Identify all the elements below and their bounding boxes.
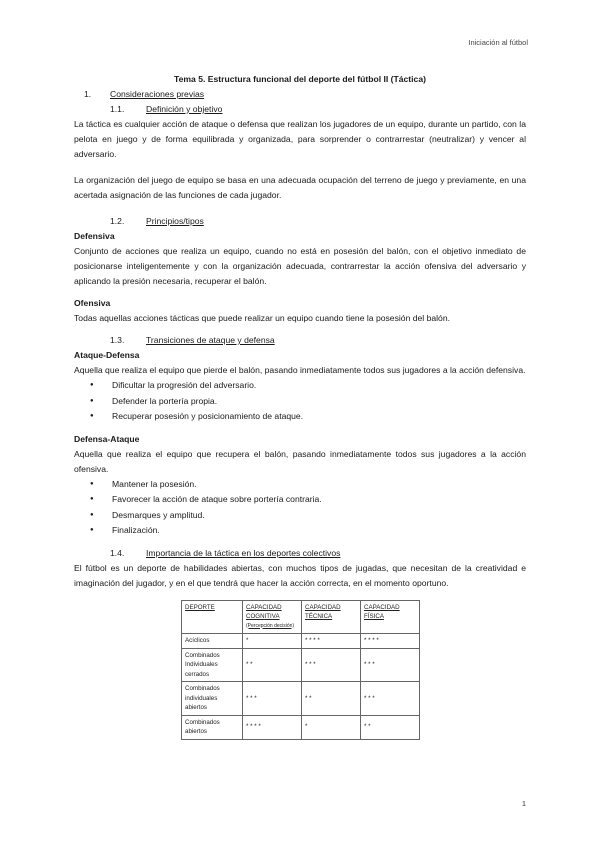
cognitiva-cell: *: [243, 634, 302, 649]
subsection-heading-1-4: [74, 546, 526, 561]
list-item: ● Favorecer la acción de ataque sobre portería contraria.: [74, 492, 526, 508]
tecnica-cell: * * *: [302, 648, 361, 682]
subsection-label: Transiciones de ataque y defensa: [146, 335, 275, 345]
paragraph-ataque-defensa: Aquella que realiza el equipo que pierde el balón, pasando inmediatamente todos sus jugadores a la acción defensiva.: [74, 365, 526, 375]
defensa-ataque-list: [74, 477, 526, 539]
ataque-defensa-list: [74, 378, 526, 425]
table-row: [182, 634, 420, 649]
header-fisica-line1: CAPACIDAD: [364, 603, 400, 611]
deporte-cell-line: Combinados: [185, 685, 220, 692]
header-cognitiva-note: (Percepción decisión): [246, 622, 295, 629]
paragraph-organization: La organización del juego de equipo se basa en una adecuada ocupación del terreno de juego y previamente, en una acertada asignación de las funciones de cada jugador.: [74, 175, 526, 200]
defensa-ataque-heading: Defensa-Ataque: [74, 433, 140, 444]
table-header-row: [182, 600, 420, 634]
table-row: [182, 682, 420, 716]
paragraph-defensa-ataque: Aquella que realiza el equipo que recupera el balón, pasando inmediatamente todos sus jugadores a la acción ofensiva.: [74, 448, 526, 474]
section-number: 1.: [84, 89, 92, 99]
subsection-number: 1.1.: [110, 104, 125, 114]
header-cognitiva-line1: CAPACIDAD: [246, 603, 282, 611]
deporte-cell-line: individuales: [185, 694, 218, 702]
document-title: Tema 5. Estructura funcional del deporte del fútbol II (Táctica): [174, 74, 426, 84]
subsection-heading-1-2: [74, 214, 526, 229]
subsection-number: 1.2.: [110, 216, 125, 226]
tecnica-cell: * * * *: [302, 634, 361, 649]
section-label: Consideraciones previas: [110, 89, 205, 99]
paragraph-defensiva: Conjunto de acciones que realiza un equipo, cuando no está en posesión del balón, con el objetivo inmediato de posicionarse inteligentemente y con la organización adecuada, contrarrestar la acción ofensiva del adversario y aplicando la presión necesaria, recuperar el balón.: [74, 246, 526, 286]
paragraph-ofensiva: Todas aquellas acciones tácticas que puede realizar un equipo cuando tiene la posesión del balón.: [74, 313, 451, 323]
subsection-heading-1-1: [74, 102, 526, 117]
document-body: [74, 72, 526, 740]
header-deporte: DEPORTE: [185, 603, 215, 611]
list-item: ● Defender la portería propia.: [74, 394, 526, 410]
fisica-cell: * * *: [361, 648, 420, 682]
subsection-label: Importancia de la táctica en los deportes colectivos: [146, 547, 341, 558]
tecnica-cell: * *: [302, 682, 361, 716]
ofensiva-heading: Ofensiva: [74, 298, 111, 308]
header-tecnica-line2: TÉCNICA: [305, 613, 333, 620]
deporte-cell-line: Individuales: [185, 661, 218, 668]
deporte-cell-line: Combinados: [185, 651, 220, 659]
deporte-cell-line: cerrados: [185, 670, 210, 678]
deporte-cell-line: Combinados: [185, 718, 220, 726]
table-row: [182, 648, 420, 682]
running-header: Iniciación al fútbol: [468, 38, 528, 47]
tecnica-cell: *: [302, 715, 361, 739]
section-heading-1: [74, 87, 526, 102]
list-item: ● Desmarques y amplitud.: [74, 508, 526, 524]
deporte-cell: Acíclicos: [185, 637, 210, 644]
header-cognitiva-line2: COGNITIVA: [246, 613, 280, 620]
subsection-heading-1-3: [74, 333, 526, 348]
deporte-cell-line: abiertos: [185, 704, 208, 711]
defensiva-heading: Defensiva: [74, 231, 115, 241]
list-item: ● Mantener la posesión.: [74, 477, 526, 493]
subsection-number: 1.3.: [110, 335, 125, 345]
subsection-label: Definición y objetivo: [146, 104, 223, 114]
ataque-defensa-heading: Ataque-Defensa: [74, 350, 140, 360]
subsection-label: Principios/tipos: [146, 216, 204, 226]
table-row: [182, 715, 420, 739]
cognitiva-cell: * *: [243, 648, 302, 682]
page-number: 1: [521, 799, 526, 808]
paragraph-importance: El fútbol es un deporte de habilidades abiertas, con muchos tipos de jugadas, que necesitan de la creatividad e imaginación del jugador, y en el que tendrá que hacer la acción correcta, en el momento oportuno.: [74, 562, 526, 588]
cognitiva-cell: * * * *: [243, 715, 302, 739]
fisica-cell: * * * *: [361, 634, 420, 649]
list-item: ● Recuperar posesión y posicionamiento de ataque.: [74, 409, 526, 425]
header-fisica-line2: FÍSICA: [364, 613, 384, 620]
fisica-cell: * * *: [361, 682, 420, 716]
deporte-cell-line: abiertos: [185, 728, 208, 735]
paragraph-definition: La táctica es cualquier acción de ataque o defensa que realizan los jugadores de un equipo, durante un partido, con la pelota en juego y de forma equilibrada y organizada, para sorprender o contrarrestar (neutralizar) y vencer al adversario.: [74, 119, 526, 159]
list-item: ● Dificultar la progresión del adversario.: [74, 378, 526, 394]
cognitiva-cell: * * *: [243, 682, 302, 716]
list-item: ● Finalización.: [74, 523, 526, 539]
subsection-number: 1.4.: [110, 547, 125, 558]
capacities-table: [181, 600, 420, 740]
fisica-cell: * *: [361, 715, 420, 739]
header-tecnica-line1: CAPACIDAD: [305, 603, 341, 611]
